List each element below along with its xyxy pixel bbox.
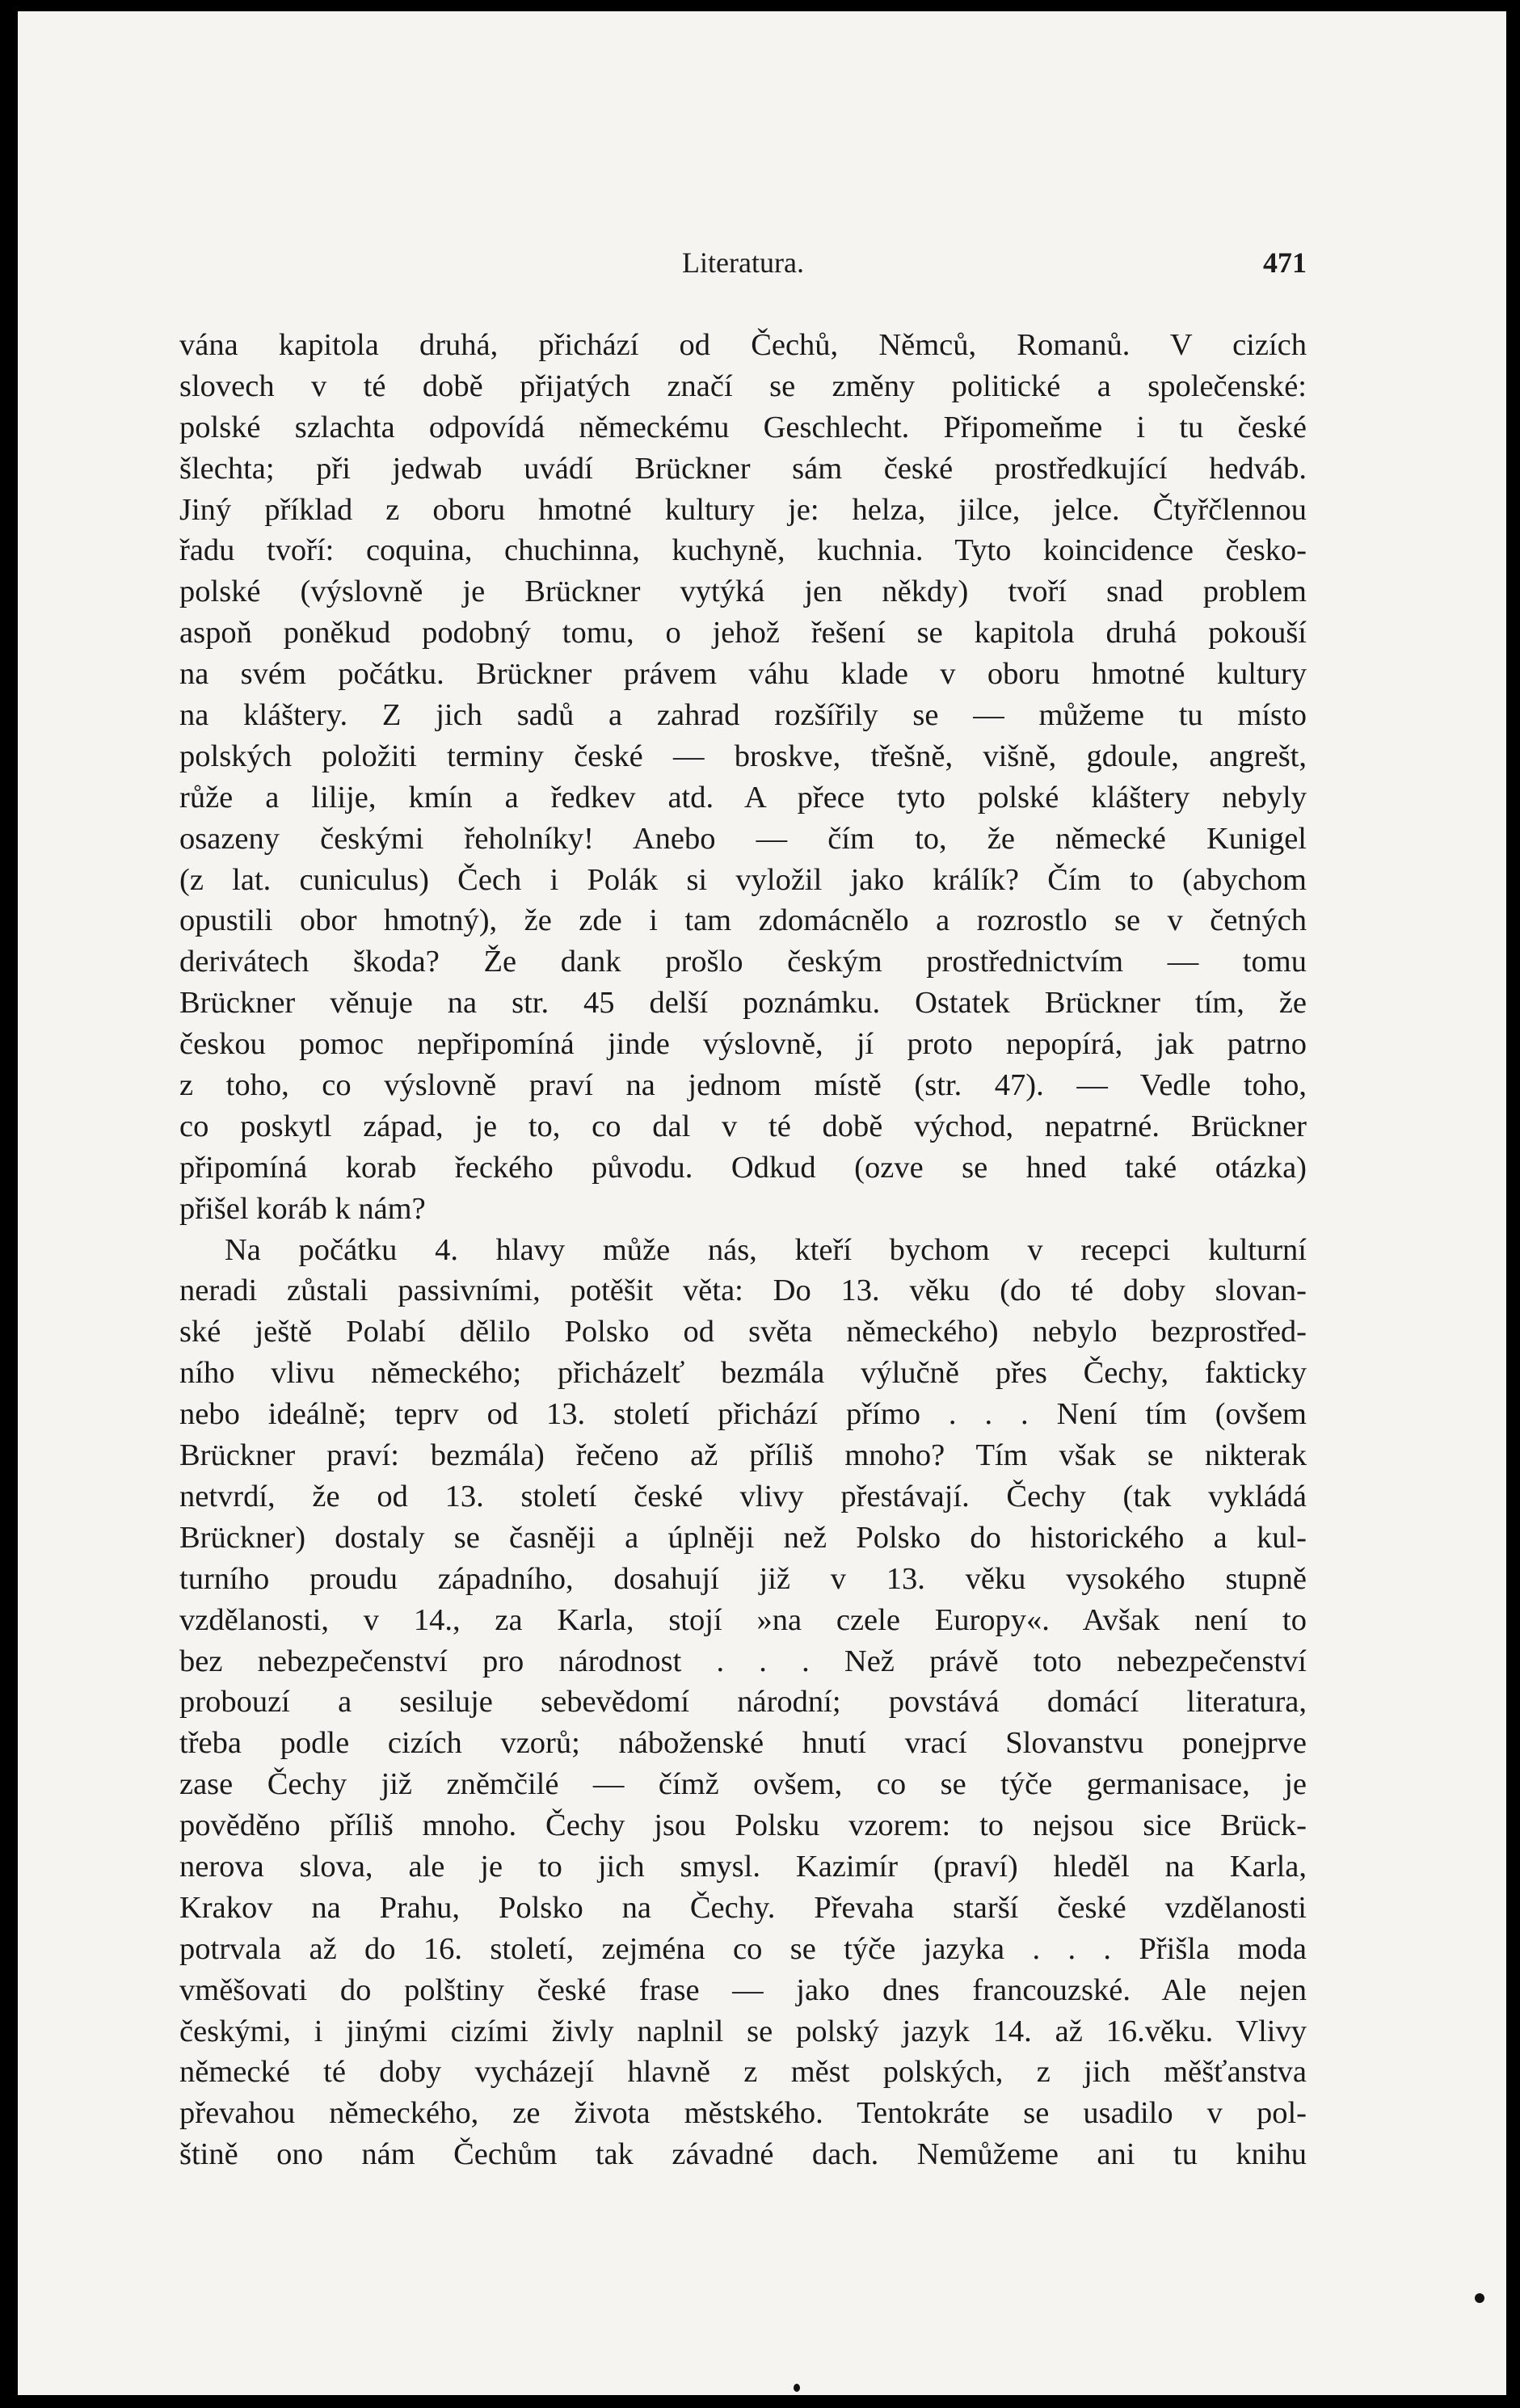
text-line: polské (výslovně je Brückner vytýká jen někdy) tvoří snad problem — [179, 575, 1307, 609]
text-line: zase Čechy již zněmčilé — čímž ovšem, co se týče germanisace, je — [179, 1767, 1307, 1802]
text-line: derivátech škoda? Že dank prošlo českým prostřednictvím — tomu — [179, 945, 1307, 979]
text-line: vzdělanosti, v 14., za Karla, stojí »na czele Europy«. Avšak není to — [179, 1602, 1307, 1637]
text-line: růže a lilije, kmín a ředkev atd. A přece tyto polské kláštery nebyly — [179, 780, 1307, 815]
text-line: převahou německého, ze života městského. Tentokráte se usadilo v pol- — [179, 2096, 1307, 2131]
text-line: řadu tvoří: coquina, chuchinna, kuchyně, kuchnia. Tyto koincidence česko- — [179, 533, 1307, 568]
text-line: šlechta; při jedwab uvádí Brückner sám české prostředkující hedváb. — [179, 451, 1307, 486]
text-line: Brückner praví: bezmála) řečeno až příliš mnoho? Tím však se nikterak — [179, 1438, 1307, 1473]
text-line: z toho, co výslovně praví na jednom místě (str. 47). — Vedle toho, — [179, 1068, 1307, 1103]
book-page — [18, 11, 1506, 2395]
text-line: pověděno příliš mnoho. Čechy jsou Polsku vzorem: to nejsou sice Brück- — [179, 1808, 1307, 1843]
text-line: štině ono nám Čechům tak závadné dach. Nemůžeme ani tu knihu — [179, 2137, 1307, 2172]
running-title: Literatura. — [682, 246, 804, 279]
text-line: českou pomoc nepřipomíná jinde výslovně, jí proto nepopírá, jak patrno — [179, 1027, 1307, 1062]
page-number: 471 — [1263, 246, 1307, 279]
text-line: (z lat. cuniculus) Čech i Polák si vyložil jako králík? Čím to (abychom — [179, 862, 1307, 897]
text-line: aspoň poněkud podobný tomu, o jehož řešení se kapitola druhá pokouší — [179, 616, 1307, 650]
text-line: ské ještě Polabí dělilo Polsko od světa německého) nebylo bezprostřed- — [179, 1315, 1307, 1349]
text-line: opustili obor hmotný), že zde i tam zdomácnělo a rozrostlo se v četných — [179, 903, 1307, 938]
ink-speck — [1475, 2293, 1484, 2303]
text-line: probouzí a sesiluje sebevědomí národní; povstává domácí literatura, — [179, 1685, 1307, 1720]
text-line: českými, i jinými cizími živly naplnil se polský jazyk 14. až 16.věku. Vlivy — [179, 2014, 1307, 2048]
text-line: osazeny českými řeholníky! Anebo — čím to, že německé Kunigel — [179, 821, 1307, 856]
text-line: netvrdí, že od 13. století české vlivy přestávají. Čechy (tak vykládá — [179, 1479, 1307, 1513]
text-line: bez nebezpečenství pro národnost . . . Než právě toto nebezpečenství — [179, 1644, 1307, 1678]
text-line: připomíná korab řeckého původu. Odkud (ozve se hned také otázka) — [179, 1150, 1307, 1185]
text-line: neradi zůstali passivními, potěšit věta: Do 13. věku (do té doby slovan- — [179, 1273, 1307, 1308]
text-line: na svém počátku. Brückner právem váhu klade v oboru hmotné kultury — [179, 657, 1307, 692]
text-line: potrvala až do 16. století, zejména co se týče jazyka . . . Přišla moda — [179, 1931, 1307, 1966]
paragraph-last-line: přišel koráb k nám? — [179, 1191, 426, 1226]
text-line: Brückner) dostaly se časněji a úplněji než Polsko do historického a kul- — [179, 1520, 1307, 1555]
text-line: třeba podle cizích vzorů; náboženské hnutí vrací Slovanstvu ponejprve — [179, 1726, 1307, 1761]
text-line: polských položiti terminy české — broskve, třešně, višně, gdoule, angrešt, — [179, 739, 1307, 773]
paragraph-first-line: Na počátku 4. hlavy může nás, kteří bychom v recepci kulturní — [225, 1232, 1307, 1267]
page-header — [179, 239, 1307, 288]
text-line: co poskytl západ, je to, co dal v té době východ, nepatrné. Brückner — [179, 1109, 1307, 1143]
text-line: polské szlachta odpovídá německému Geschlecht. Připomeňme i tu české — [179, 410, 1307, 444]
text-line: vána kapitola druhá, přichází od Čechů, Němců, Romanů. V cizích — [179, 328, 1307, 362]
text-line: Jiný příklad z oboru hmotné kultury je: helza, jilce, jelce. Čtyřčlennou — [179, 492, 1307, 527]
text-line: německé té doby vycházejí hlavně z měst polských, z jich měšťanstva — [179, 2055, 1307, 2090]
ink-speck — [794, 2384, 800, 2392]
text-line: na kláštery. Z jich sadů a zahrad rozšířily se — můžeme tu místo — [179, 698, 1307, 733]
text-line: turního proudu západního, dosahují již v 13. věku vysokého stupně — [179, 1561, 1307, 1596]
text-line: nerova slova, ale je to jich smysl. Kazimír (praví) hleděl na Karla, — [179, 1849, 1307, 1884]
text-line: Krakov na Prahu, Polsko na Čechy. Převaha starší české vzdělanosti — [179, 1890, 1307, 1925]
text-line: slovech v té době přijatých značí se změny politické a společenské: — [179, 368, 1307, 403]
body-text — [179, 325, 1307, 2175]
text-line: ního vlivu německého; přicházelť bezmála výlučně přes Čechy, fakticky — [179, 1356, 1307, 1391]
text-line: nebo ideálně; teprv od 13. století přichází přímo . . . Není tím (ovšem — [179, 1397, 1307, 1432]
text-line: Brückner věnuje na str. 45 delší poznámku. Ostatek Brückner tím, že — [179, 986, 1307, 1021]
text-line: vměšovati do polštiny české frase — jako dnes francouzské. Ale nejen — [179, 1972, 1307, 2007]
